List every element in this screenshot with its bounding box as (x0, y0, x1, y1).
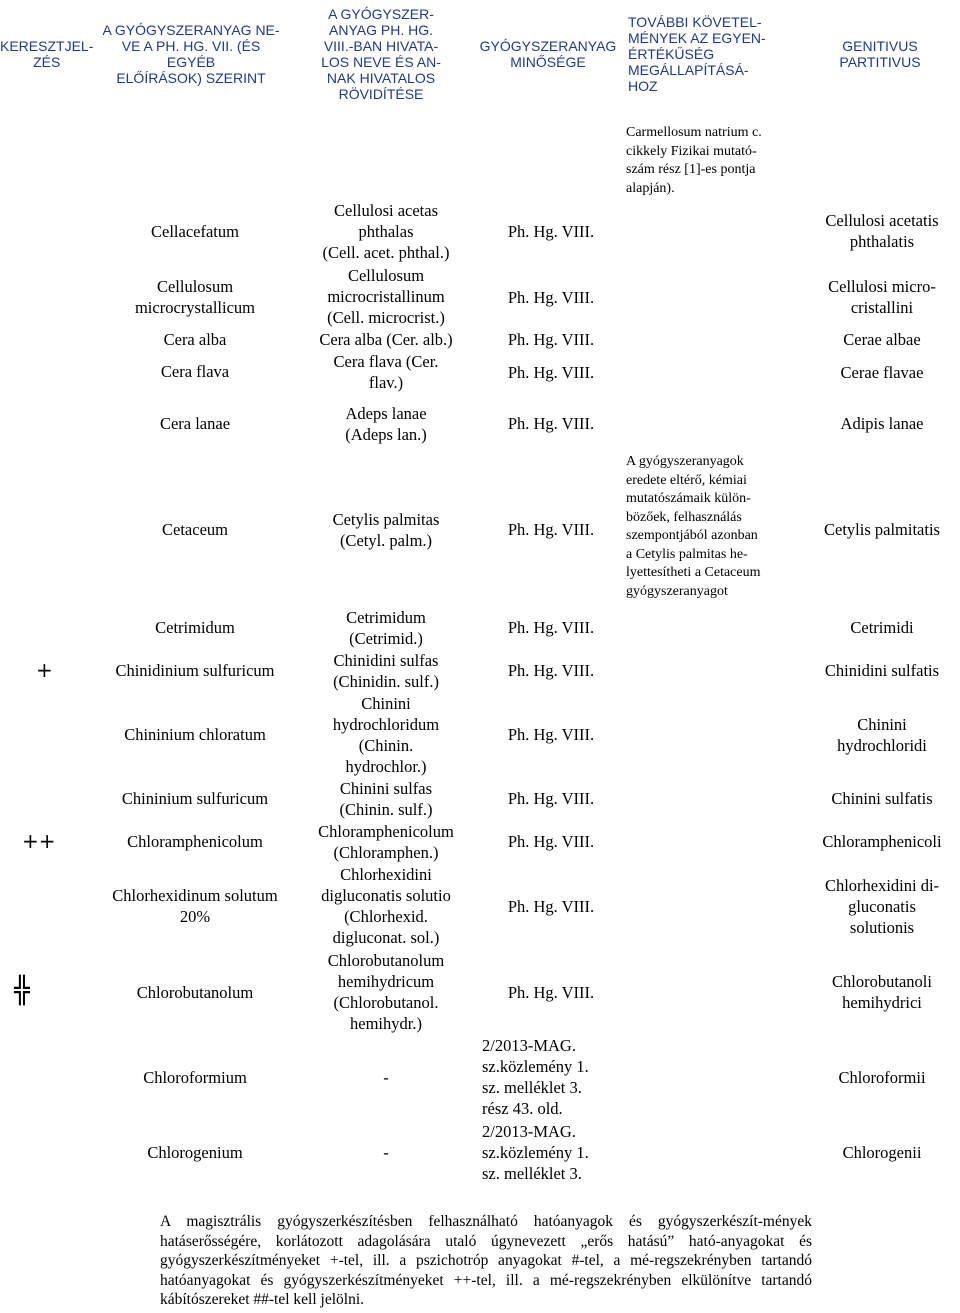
genitive-cell: Cetylis palmitatis (824, 520, 940, 539)
genitive-cell: Cellulosi micro- cristallini (828, 277, 936, 317)
official-name-cell: Cera flava (Cer. flav.) (333, 352, 439, 392)
official-name-cell: Cellulosum microcristallinum (Cell. microcrist.) (327, 266, 445, 327)
old-name-cell: Chinidinium sulfuricum (115, 661, 275, 680)
header-col-genitive: GENITIVUS PARTITIVUS (839, 38, 921, 70)
genitive-cell: Cerae flavae (840, 363, 924, 382)
quality-cell: 2/2013-MAG. sz.közlemény 1. sz. melléklet 3. rész 43. old. (482, 1036, 589, 1118)
quality-cell: Ph. Hg. VIII. (507, 661, 595, 680)
header-col-mark: KERESZTJEL- ZÉS (0, 38, 94, 70)
genitive-cell: Chinini hydrochloridi (837, 715, 927, 755)
official-name-cell: Chlorobutanolum hemihydricum (Chlorobutanol. hemihydr.) (327, 951, 445, 1033)
quality-cell: Ph. Hg. VIII. (507, 983, 595, 1002)
official-name-cell: Chinini sulfas (Chinin. sulf.) (339, 779, 433, 819)
header-col-quality: GYÓGYSZERANYAG MINŐSÉGE (479, 38, 617, 70)
header-col-old-name: A GYÓGYSZERANYAG NE- VE A PH. HG. VII. (ÉS EGYÉB ELŐÍRÁSOK) SZERINT (102, 22, 280, 86)
poison-cabinet-mark: ++ (22, 829, 56, 853)
official-name-cell: - (383, 1068, 389, 1087)
official-name-cell: Adeps lanae (Adeps lan.) (345, 404, 427, 444)
quality-cell: Ph. Hg. VIII. (507, 725, 595, 744)
genitive-cell: Chloroformii (838, 1068, 926, 1087)
quality-cell: Ph. Hg. VIII. (507, 222, 595, 241)
old-name-cell: Cera alba (163, 330, 227, 349)
quality-cell: Ph. Hg. VIII. (507, 414, 595, 433)
quality-cell: Ph. Hg. VIII. (507, 288, 595, 307)
requirement-cell: A gyógyszeranyagok eredete eltérő, kémiai mutatószámaik külön- bözőek, felhasználás szempontjából azonban a Cetylis palmitas he- lyettesítheti a Cetaceum gyógyszeranyagot (626, 454, 761, 599)
genitive-cell: Chlorogenii (842, 1143, 922, 1162)
table-header (0, 0, 960, 108)
old-name-cell: Cera lanae (159, 414, 231, 433)
official-name-cell: Chloramphenicolum (Chloramphen.) (318, 822, 454, 862)
old-name-cell: Cellulosum microcrystallicum (134, 277, 256, 317)
header-col-requirements: TOVÁBBI KÖVETEL- MÉNYEK AZ EGYEN- ÉRTÉKŰSÉG MEGÁLLAPÍTÁSÁ- HOZ (628, 14, 766, 94)
quality-cell: Ph. Hg. VIII. (507, 832, 595, 851)
official-name-cell: Chlorhexidini digluconatis solutio (Chlorhexid. digluconat. sol.) (321, 865, 451, 947)
official-name-cell: Chinidini sulfas (Chinidin. sulf.) (333, 651, 439, 691)
official-name-cell: Cetrimidum (Cetrimid.) (346, 608, 426, 648)
genitive-cell: Adipis lanae (840, 414, 924, 433)
old-name-cell: Cellacefatum (151, 222, 239, 241)
genitive-cell: Cerae albae (843, 330, 921, 349)
official-name-cell: Chinini hydrochloridum (Chinin. hydrochlor.) (332, 694, 440, 776)
old-name-cell: Cera flava (160, 362, 230, 381)
genitive-cell: Cetrimidi (850, 618, 914, 637)
quality-cell: Ph. Hg. VIII. (507, 618, 595, 637)
official-name-cell: - (383, 1143, 389, 1162)
footnote-legend: A magisztrális gyógyszerkészítésben felhasználható hatóanyagok és gyógyszerkészít-mények hatáserősségére, korlátozott adagolására utaló úgynevezett „erős hatású” ható-anyagokat és gyógyszerkészítményeket +-tel, ill. a pszichotróp anyagokat #-tel, a mé-regszekrényben tartandó hatóanyagokat és gyógyszerkészítményeket ++-tel, ill. a mé-regszekrényben elkülönítve tartandó kábítószereket ##-tel kell jelölni. (160, 1213, 812, 1309)
old-name-cell: Cetrimidum (155, 618, 235, 637)
genitive-cell: Chinini sulfatis (831, 789, 933, 808)
header-col-official-name: A GYÓGYSZER- ANYAG PH. HG. VIII.-BAN HIVATA- LOS NEVE ÉS AN- NAK HIVATALOS RÖVIDÍTÉSE (321, 6, 441, 102)
quality-cell: Ph. Hg. VIII. (507, 363, 595, 382)
quality-cell: Ph. Hg. VIII. (507, 789, 595, 808)
quality-cell: Ph. Hg. VIII. (507, 520, 595, 539)
genitive-cell: Cellulosi acetatis phthalatis (825, 211, 939, 251)
old-name-cell: Chlorobutanolum (136, 983, 254, 1002)
old-name-cell: Chininium chloratum (124, 725, 266, 744)
genitive-cell: Chlorhexidini di- gluconatis solutionis (824, 876, 940, 937)
official-name-cell: Cera alba (Cer. alb.) (319, 330, 453, 349)
narcotic-mark: ╬ (14, 976, 30, 1006)
genitive-cell: Chinidini sulfatis (824, 661, 940, 680)
old-name-cell: Chlorhexidinum solutum 20% (112, 886, 278, 926)
official-name-cell: Cetylis palmitas (Cetyl. palm.) (332, 510, 440, 550)
old-name-cell: Chloramphenicolum (127, 832, 263, 851)
quality-cell: Ph. Hg. VIII. (507, 330, 595, 349)
genitive-cell: Chlorobutanoli hemihydrici (832, 972, 932, 1012)
old-name-cell: Chininium sulfuricum (121, 789, 269, 808)
quality-cell: 2/2013-MAG. sz.közlemény 1. sz. melléklet 3. (482, 1122, 589, 1183)
requirement-note-carryover: Carmellosum natrium c. cikkely Fizikai mutató- szám rész [1]-es pontja alapján). (626, 125, 762, 196)
old-name-cell: Chlorogenium (147, 1143, 243, 1162)
old-name-cell: Chloroformium (143, 1068, 247, 1087)
quality-cell: Ph. Hg. VIII. (507, 897, 595, 916)
genitive-cell: Chloramphenicoli (822, 832, 942, 851)
old-name-cell: Cetaceum (162, 520, 228, 539)
official-name-cell: Cellulosi acetas phthalas (Cell. acet. phthal.) (322, 201, 450, 262)
strong-effect-mark: + (36, 658, 53, 682)
